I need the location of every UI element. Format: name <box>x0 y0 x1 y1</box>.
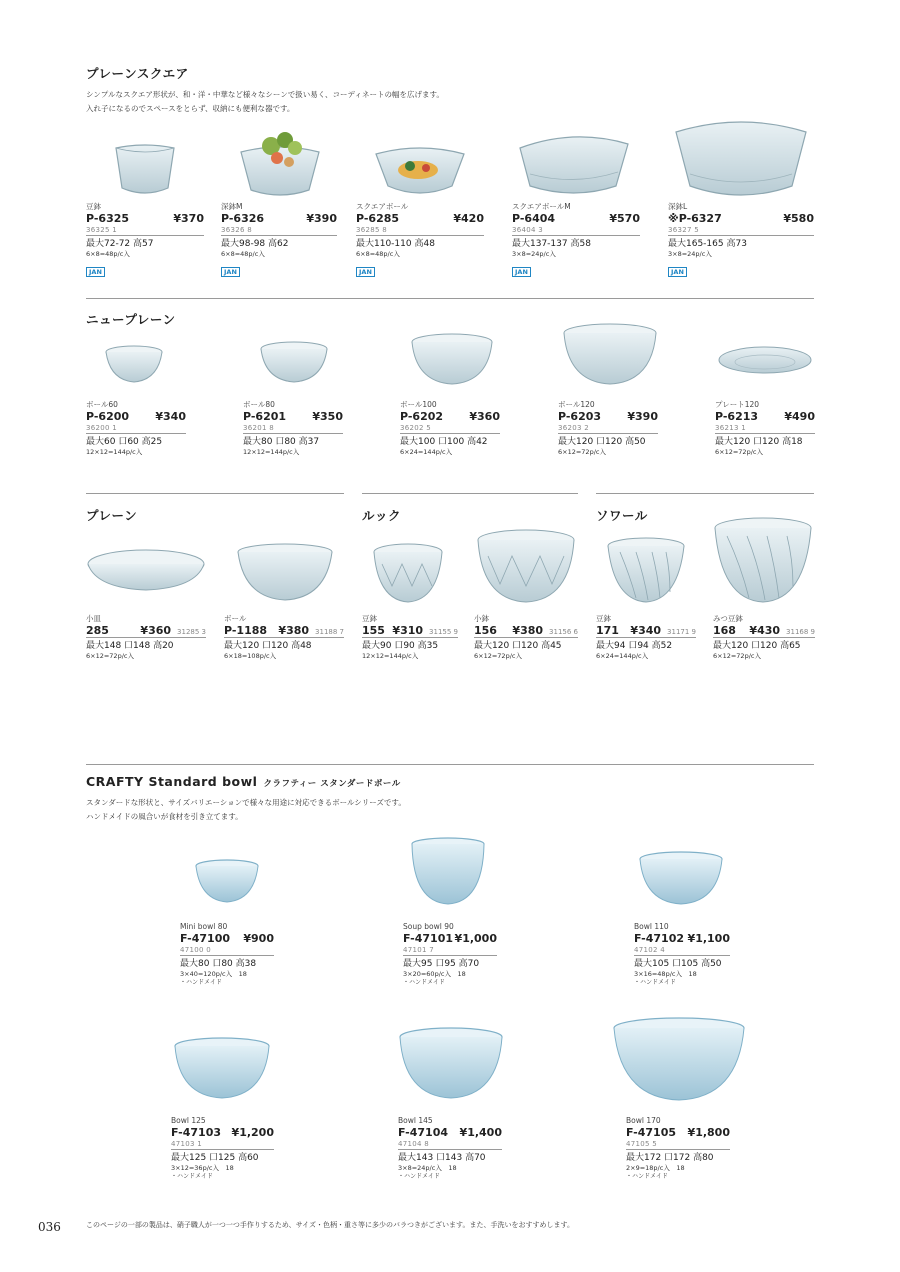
product-pack: 12×12=144p/c入 <box>86 448 143 456</box>
section-title-look: ルック <box>362 508 402 523</box>
soup-bowl-90-image <box>409 836 487 906</box>
product-category: Bowl 110 <box>634 922 669 931</box>
product-price: ¥570 <box>609 212 640 225</box>
product-pack: 6×8=48p/c入 <box>356 250 400 258</box>
product-pack: 6×8=48p/c入 <box>86 250 130 258</box>
product-code: P-6213 <box>715 410 759 423</box>
product-category: 小皿 <box>86 614 101 623</box>
ball-120-image <box>562 322 658 386</box>
handmade-note: ・ハンドメイド <box>171 1173 213 1180</box>
product-size: 最大120 口120 高50 <box>558 437 646 447</box>
product-price: ¥1,100 <box>687 932 730 945</box>
product-price: ¥430 <box>749 624 781 637</box>
product-price: ¥580 <box>783 212 814 225</box>
product-code: P-6200 <box>86 410 130 423</box>
product-size: 最大94 口94 高52 <box>596 641 673 651</box>
product-code: 285 <box>86 624 109 637</box>
product-size: 最大120 口120 高48 <box>224 641 312 651</box>
page-number: 036 <box>38 1220 61 1234</box>
product-pack: 6×12=72p/c入 <box>715 448 763 456</box>
jan-badge: JAN <box>668 267 687 277</box>
product-category: 豆鉢 <box>86 202 101 211</box>
product-code: F-47105 <box>626 1126 677 1139</box>
product-size: 最大80 口80 高37 <box>243 437 320 447</box>
product-price: ¥490 <box>784 410 815 423</box>
product-code: 155 <box>362 624 385 637</box>
product-category: ボール <box>224 614 247 623</box>
soir-bowl-image <box>713 516 813 604</box>
bowl-110-image <box>638 850 724 906</box>
jan-code: 31168 9 <box>786 628 815 636</box>
product-category: スクエアボールM <box>512 202 571 211</box>
product-size: 最大90 口90 高35 <box>362 641 439 651</box>
section-divider <box>86 764 814 765</box>
product-size: 最大80 口80 高38 <box>180 959 257 969</box>
product-price: ¥1,800 <box>687 1126 730 1139</box>
product-pack: 6×12=72p/c入 <box>474 652 522 660</box>
product-price: ¥340 <box>630 624 662 637</box>
section-title-plain: プレーン <box>86 508 138 523</box>
section-desc-crafty: スタンダードな形状と、サイズバリエーションで様々な用途に対応できるボールシリーズです。 ハンドメイドの風合いが食材を引き立てます。 <box>86 798 406 821</box>
product-code: 168 <box>713 624 736 637</box>
product-size: 最大120 口120 高45 <box>474 641 562 651</box>
product-pack: 12×12=144p/c入 <box>243 448 300 456</box>
jan-code: 36285 8 <box>356 226 484 236</box>
handmade-note: ・ハンドメイド <box>398 1173 440 1180</box>
ball-80-image <box>259 340 329 384</box>
square-ball-food-image <box>374 140 466 198</box>
section-divider <box>86 493 344 494</box>
product-pack: 2×9=18p/c入 18 <box>626 1164 685 1172</box>
product-size: 最大98-98 高62 <box>221 239 289 249</box>
product-price: ¥360 <box>140 624 172 637</box>
jan-code: 47104 8 <box>398 1140 502 1150</box>
jan-badge: JAN <box>86 267 105 277</box>
section-title-crafty: CRAFTY Standard bowl クラフティー スタンダードボール <box>86 774 401 789</box>
product-price: ¥390 <box>306 212 337 225</box>
mini-bowl-80-image <box>194 858 260 904</box>
product-category: Soup bowl 90 <box>403 922 454 931</box>
product-price: ¥1,400 <box>459 1126 502 1139</box>
product-size: 最大95 口95 高70 <box>403 959 480 969</box>
bowl-125-image <box>173 1036 271 1100</box>
product-size: 最大100 口100 高42 <box>400 437 488 447</box>
handmade-note: ・ハンドメイド <box>180 979 222 986</box>
section-title-new-plain: ニュープレーン <box>86 312 176 327</box>
product-price: ¥380 <box>278 624 310 637</box>
jan-code: 36213 1 <box>715 424 815 434</box>
product-code: P-6201 <box>243 410 287 423</box>
square-ball-m-image <box>518 130 630 198</box>
product-size: 最大125 口125 高60 <box>171 1153 259 1163</box>
product-code: 171 <box>596 624 619 637</box>
section-divider <box>362 493 578 494</box>
product-pack: 3×40=120p/c入 18 <box>180 970 247 978</box>
jan-code: 31171 9 <box>667 628 696 636</box>
product-size: 最大72-72 高57 <box>86 239 154 249</box>
product-pack: 3×12=36p/c入 18 <box>171 1164 234 1172</box>
section-divider <box>86 298 814 299</box>
product-pack: 6×8=48p/c入 <box>221 250 265 258</box>
jan-code: 31156 6 <box>549 628 578 636</box>
jan-code: 36200 1 <box>86 424 186 434</box>
product-category: 小鉢 <box>474 614 489 623</box>
jan-code: 36327 5 <box>668 226 814 236</box>
jan-code: 36404 3 <box>512 226 640 236</box>
product-size: 最大120 口120 高18 <box>715 437 803 447</box>
jan-badge: JAN <box>512 267 531 277</box>
product-category: 豆鉢 <box>596 614 611 623</box>
section-desc-plain-square: シンプルなスクエア形状が、和・洋・中華など様々なシーンで扱い易く、コーディネートの幅を広げます。 入れ子になるのでスペースをとらず、収納にも便利な器です。 <box>86 90 444 113</box>
jan-badge: JAN <box>356 267 375 277</box>
product-category: ボール60 <box>86 400 118 409</box>
product-code: P-6202 <box>400 410 444 423</box>
product-price: ¥310 <box>392 624 424 637</box>
product-pack: 6×12=72p/c入 <box>86 652 134 660</box>
product-pack: 3×16=48p/c入 18 <box>634 970 697 978</box>
product-code: F-47100 <box>180 932 231 945</box>
jan-code: 31285 3 <box>177 628 206 636</box>
section-title-plain-square: プレーンスクエア <box>86 66 189 81</box>
handmade-note: ・ハンドメイド <box>626 1173 668 1180</box>
product-category: ボール80 <box>243 400 275 409</box>
plate-120-image <box>717 344 813 384</box>
look-bowl-image <box>476 528 576 604</box>
product-price: ¥1,000 <box>454 932 497 945</box>
product-size: 最大105 口105 高50 <box>634 959 722 969</box>
product-size: 最大143 口143 高70 <box>398 1153 486 1163</box>
jan-code: 47102 4 <box>634 946 730 956</box>
product-code: P-6325 <box>86 212 130 225</box>
product-price: ¥350 <box>312 410 343 423</box>
product-category: プレート120 <box>715 400 760 409</box>
product-code: P-1188 <box>224 624 268 637</box>
product-category: Mini bowl 80 <box>180 922 228 931</box>
product-code: F-47104 <box>398 1126 449 1139</box>
product-category: Bowl 125 <box>171 1116 206 1125</box>
jan-code: 47103 1 <box>171 1140 274 1150</box>
product-pack: 12×12=144p/c入 <box>362 652 419 660</box>
square-deep-bowl-l-image <box>674 116 808 200</box>
product-price: ¥1,200 <box>231 1126 274 1139</box>
product-category: Bowl 145 <box>398 1116 433 1125</box>
look-small-bowl-image <box>372 542 444 604</box>
product-price: ¥900 <box>243 932 274 945</box>
jan-code: 36203 2 <box>558 424 658 434</box>
ball-60-image <box>104 344 164 384</box>
product-code: P-6404 <box>512 212 556 225</box>
square-bowl-salad-image <box>237 128 323 198</box>
product-category: ボール100 <box>400 400 437 409</box>
product-pack: 3×8=24p/c入 18 <box>398 1164 457 1172</box>
jan-code: 36326 8 <box>221 226 337 236</box>
jan-code: 36202 5 <box>400 424 500 434</box>
product-category: スクエアボール <box>356 202 409 211</box>
product-code: ※P-6327 <box>668 212 722 225</box>
product-size: 最大137-137 高58 <box>512 239 591 249</box>
square-bowl-image <box>112 140 178 198</box>
section-divider <box>596 493 814 494</box>
product-size: 最大172 口172 高80 <box>626 1153 714 1163</box>
product-category: 深鉢M <box>221 202 243 211</box>
product-category: 深鉢L <box>668 202 688 211</box>
jan-code: 36201 8 <box>243 424 343 434</box>
jan-code: 31188 7 <box>315 628 344 636</box>
footnote: このページの一部の製品は、硝子職人が一つ一つ手作りするため、サイズ・色柄・重さ等に多少のバラつきがございます。また、手洗いをおすすめします。 <box>86 1221 574 1229</box>
product-pack: 6×12=72p/c入 <box>713 652 761 660</box>
plain-ball-image <box>236 542 334 602</box>
product-pack: 6×24=144p/c入 <box>400 448 453 456</box>
jan-badge: JAN <box>221 267 240 277</box>
bowl-170-image <box>612 1016 746 1102</box>
product-price: ¥390 <box>627 410 658 423</box>
product-code: P-6326 <box>221 212 265 225</box>
product-size: 最大120 口120 高65 <box>713 641 801 651</box>
jan-code: 31155 9 <box>429 628 458 636</box>
product-code: 156 <box>474 624 497 637</box>
soir-small-bowl-image <box>606 536 686 604</box>
jan-code: 47101 7 <box>403 946 497 956</box>
ball-100-image <box>410 332 494 386</box>
product-size: 最大60 口60 高25 <box>86 437 163 447</box>
product-size: 最大110-110 高48 <box>356 239 435 249</box>
jan-code: 36325 1 <box>86 226 204 236</box>
product-pack: 3×8=24p/c入 <box>668 250 712 258</box>
product-code: F-47102 <box>634 932 685 945</box>
product-pack: 6×12=72p/c入 <box>558 448 606 456</box>
small-plate-image <box>86 546 206 594</box>
product-code: F-47103 <box>171 1126 222 1139</box>
product-code: P-6203 <box>558 410 602 423</box>
product-price: ¥420 <box>453 212 484 225</box>
product-code: P-6285 <box>356 212 400 225</box>
product-category: ボール120 <box>558 400 595 409</box>
product-price: ¥370 <box>173 212 204 225</box>
product-category: Bowl 170 <box>626 1116 661 1125</box>
product-price: ¥340 <box>155 410 186 423</box>
jan-code: 47105 5 <box>626 1140 730 1150</box>
product-size: 最大165-165 高73 <box>668 239 747 249</box>
product-pack: 3×20=60p/c入 18 <box>403 970 466 978</box>
product-category: 豆鉢 <box>362 614 377 623</box>
section-title-soir: ソワール <box>596 508 648 523</box>
bowl-145-image <box>398 1026 504 1100</box>
handmade-note: ・ハンドメイド <box>634 979 676 986</box>
product-category: みつ豆鉢 <box>713 614 743 623</box>
product-price: ¥360 <box>469 410 500 423</box>
product-pack: 3×8=24p/c入 <box>512 250 556 258</box>
product-pack: 6×24=144p/c入 <box>596 652 649 660</box>
product-price: ¥380 <box>512 624 544 637</box>
section-subtitle-crafty: クラフティー スタンダードボール <box>263 779 401 789</box>
jan-code: 47100 0 <box>180 946 274 956</box>
product-code: F-47101 <box>403 932 454 945</box>
handmade-note: ・ハンドメイド <box>403 979 445 986</box>
product-pack: 6×18=108p/c入 <box>224 652 277 660</box>
product-size: 最大148 口148 高20 <box>86 641 174 651</box>
